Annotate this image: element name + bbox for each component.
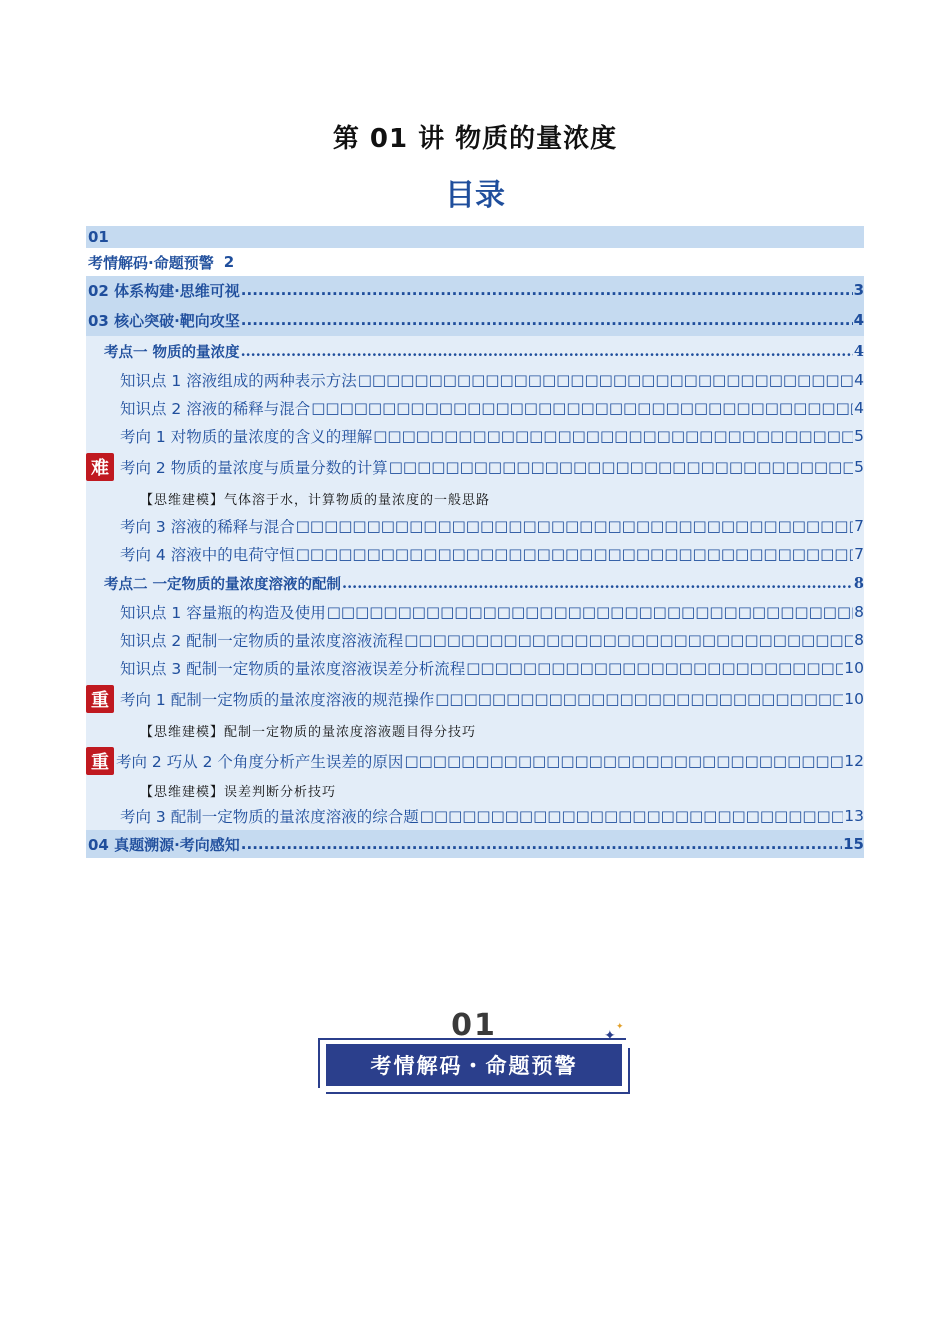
- toc-item-title: 考向 2 物质的量浓度与质量分数的计算: [120, 459, 388, 477]
- toc-heading: 目录: [445, 178, 505, 213]
- toc-section-01-title: 考情解码·命题预警: [88, 253, 214, 272]
- toc-kaodian-2[interactable]: [86, 568, 864, 598]
- toc-section-04[interactable]: [86, 830, 864, 858]
- toc-leader: [420, 807, 844, 825]
- toc-leader: [342, 575, 853, 592]
- toc-item-title: 考向 1 对物质的量浓度的含义的理解: [120, 428, 373, 446]
- toc-item-title: 知识点 3 配制一定物质的量浓度溶液误差分析流程: [120, 660, 466, 678]
- toc-leader: [296, 517, 853, 535]
- sparkle-icon: ✦: [616, 1022, 624, 1032]
- toc-item-title: 考向 3 溶液的稀释与混合: [120, 518, 295, 536]
- toc-item-page: 5: [854, 427, 864, 445]
- toc-kaodian-2-page: 8: [853, 574, 864, 592]
- toc-kaodian-2-title: 考点二 一定物质的量浓度溶液的配制: [104, 575, 342, 593]
- toc-kaodian-1[interactable]: [86, 336, 864, 366]
- toc-item-title: 考向 3 配制一定物质的量浓度溶液的综合题: [120, 808, 419, 826]
- toc-item-title: 知识点 2 溶液的稀释与混合: [120, 400, 311, 418]
- toc-item[interactable]: [86, 540, 864, 568]
- toc-item-page: 8: [854, 631, 864, 649]
- toc-kaodian-1-title: 考点一 物质的量浓度: [104, 343, 240, 361]
- toc-leader: [241, 835, 842, 853]
- toc-item-title: 考向 2 巧从 2 个角度分析产生误差的原因: [116, 753, 404, 771]
- toc-item-title: 知识点 2 配制一定物质的量浓度溶液流程: [120, 632, 404, 650]
- section-number: 01: [451, 1008, 497, 1043]
- toc-thinking-model-title: 【思维建模】气体溶于水，计算物质的量浓度的一般思路: [140, 492, 491, 508]
- toc-thinking-model[interactable]: [86, 716, 864, 744]
- toc-section-01-page: 2: [223, 253, 235, 271]
- toc-item[interactable]: [86, 422, 864, 450]
- toc-item[interactable]: [86, 598, 864, 626]
- toc-leader: [296, 545, 853, 563]
- toc-item[interactable]: [86, 654, 864, 682]
- toc-section-03-body: [86, 336, 864, 830]
- toc-section-04-title: 04 真题溯源·考向感知: [88, 835, 240, 854]
- toc-item-page: 4: [854, 371, 864, 389]
- key-point-tag-icon: 重: [86, 685, 114, 713]
- toc-item[interactable]: [86, 744, 864, 778]
- toc-item[interactable]: [86, 450, 864, 484]
- toc-leader: [327, 603, 853, 621]
- toc-item-page: 7: [854, 545, 864, 563]
- toc-section-01-number-row[interactable]: [86, 226, 864, 248]
- toc-section-03-page: 4: [853, 311, 864, 329]
- toc-item-page: 13: [844, 807, 864, 825]
- toc-section-04-page: 15: [843, 835, 864, 853]
- difficulty-tag-icon: 难: [86, 453, 114, 481]
- toc-item-page: 5: [854, 458, 864, 476]
- toc-item-title: 知识点 1 容量瓶的构造及使用: [120, 604, 326, 622]
- toc-section-03-title: 03 核心突破·靶向攻坚: [88, 311, 240, 330]
- toc-thinking-model[interactable]: [86, 778, 864, 802]
- toc-leader: [358, 371, 853, 389]
- toc-item-title: 知识点 1 溶液组成的两种表示方法: [120, 372, 357, 390]
- toc-item[interactable]: [86, 394, 864, 422]
- toc-section-01-number: 01: [88, 228, 109, 246]
- toc-leader: [241, 343, 853, 360]
- table-of-contents: [86, 226, 864, 858]
- toc-item-page: 12: [844, 752, 864, 770]
- toc-thinking-model-title: 【思维建模】误差判断分析技巧: [140, 784, 337, 800]
- toc-leader: [241, 311, 853, 329]
- toc-section-02[interactable]: [86, 276, 864, 304]
- toc-item-page: 4: [854, 399, 864, 417]
- toc-thinking-model-title: 【思维建模】配制一定物质的量浓度溶液题目得分技巧: [140, 724, 477, 740]
- toc-item[interactable]: [86, 626, 864, 654]
- toc-leader: [389, 458, 853, 476]
- toc-item-page: 7: [854, 517, 864, 535]
- key-point-tag-icon: 重: [86, 747, 114, 775]
- toc-leader: [435, 690, 843, 708]
- toc-leader: [311, 399, 853, 417]
- toc-section-02-page: 3: [853, 281, 864, 299]
- toc-section-03[interactable]: [86, 304, 864, 336]
- toc-item-title: 考向 4 溶液中的电荷守恒: [120, 546, 295, 564]
- toc-item-page: 10: [844, 659, 864, 677]
- section-01-header: [316, 1008, 632, 1094]
- sparkle-icon: ✦: [604, 1028, 616, 1044]
- toc-leader: [466, 659, 843, 677]
- toc-item[interactable]: [86, 802, 864, 830]
- toc-item[interactable]: [86, 366, 864, 394]
- toc-section-02-title: 02 体系构建·思维可视: [88, 281, 240, 300]
- toc-leader: [373, 427, 853, 445]
- toc-item[interactable]: [86, 512, 864, 540]
- toc-leader: [404, 631, 853, 649]
- toc-item-page: 10: [844, 690, 864, 708]
- toc-leader: [241, 281, 853, 299]
- toc-leader: [404, 752, 843, 770]
- toc-section-01[interactable]: [86, 248, 864, 276]
- toc-item[interactable]: [86, 682, 864, 716]
- toc-item-page: 8: [854, 603, 864, 621]
- toc-kaodian-1-page: 4: [853, 342, 864, 360]
- toc-item-title: 考向 1 配制一定物质的量浓度溶液的规范操作: [120, 691, 435, 709]
- toc-thinking-model[interactable]: [86, 484, 864, 512]
- lecture-title: 第 01 讲 物质的量浓度: [332, 124, 618, 154]
- section-banner: 考情解码・命题预警: [326, 1044, 622, 1086]
